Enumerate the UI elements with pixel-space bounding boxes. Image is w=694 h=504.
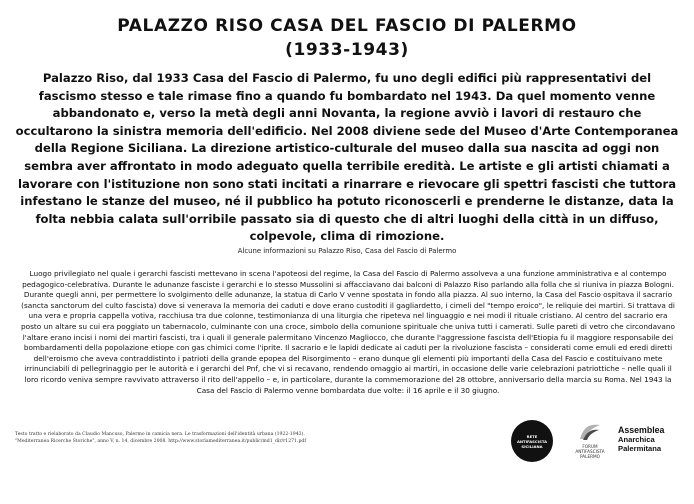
forum-logo-icon xyxy=(578,422,602,442)
rete-antifascista-logo xyxy=(511,420,553,462)
title-line-1: PALAZZO RISO CASA DEL FASCIO DI PALERMO xyxy=(117,16,577,36)
assemblea-line-1: Assemblea xyxy=(618,425,665,435)
source-footnote xyxy=(15,431,375,445)
logo-circle-line-1: RETE xyxy=(526,433,538,439)
footnote-line-1: Testo tratto e rielaborato da Claudio Mancuso, Palermo in camicia nera. Le trasformazioni dell'identità urbana (1922-1943). xyxy=(15,432,305,437)
document-title xyxy=(0,14,694,62)
assemblea-line-2: Anarchica xyxy=(618,435,655,444)
body-paragraph: Luogo privilegiato nel quale i gerarchi fascisti mettevano in scena l'apoteosi del regime, la Casa del Fascio di Palermo assolveva a una funzione amministrativa e al contempo pedagogico-celebrativa. Durante le adunanze fasciste i gerarchi e lo stesso Mussolini si affacciavano dai balconi di Palazzo Riso parlando alla folla che si riuniva in piazza Bologni. Durante quegli anni, per permettere lo svolgimento delle adunanze, la statua di Carlo V venne spostata in fondo alla piazza. Al suo interno, la Casa del Fascio ospitava il sacrario (sancta sanctorum del culto fascista) dove si venerava la memoria dei caduti e dove erano custoditi il gagliardetto, i cimeli del "tempo eroico", le reliquie dei martiri. Si trattava di una vera e propria cappella votiva, racchiusa tra due colonne, testimonianza di una liturgia che ripeteva nel linguaggio e nei modi il rituale cristiano. Al centro del sacrario era posto un altare su cui era poggiato un tabernacolo, culminante con una croce, simbolo della comunione spirituale che univa tutti i camerati. Sulle pareti di vetro che circondavano l'altare erano incisi i nomi dei martiri fascisti, tra i quali il generale palermitano Vincenzo Magliocco, che durante l'aggressione fascista dell'Etiopia fu il maggiore responsabile dei bombardamenti della popolazione etiope con gas chimici come l'iprite. Il sacrario e le lapidi dedicate ai caduti per la rivoluzione fascista – considerati come emuli ed eredi diretti dell'eroismo che aveva contraddistinto i patrioti della grande epopea del Risorgimento – erano dunque gli elementi più importanti della Casa del Fascio e costituivano mete irrinunciabili di pellegrinaggio per le autorità e i gerarchi del Pnf, che vi si recavano, rendendo omaggio ai martiri, in occasione delle varie celebrazioni patriottiche – nelle quali il loro ricordo veniva sempre ravvivato attraverso il rito dell'appello – e, in particolare, durante la commemorazione del 28 ottobre, anniversario della marcia su Roma. Nel 1943 la Casa del Fascio di Palermo venne bombardata due volte: il 16 aprile e il 30 giugno. xyxy=(21,269,675,395)
section-subheading: Alcune informazioni su Palazzo Riso, Casa del Fascio di Palermo xyxy=(237,247,457,255)
forum-antifascista-logo xyxy=(568,422,612,462)
footnote-line-2: "Mediterranea Ricerche Storiche", anno V, n. 14, dicembre 2008. http://www.storiamediterranea.it/public/md1_dir/r1271.pdf xyxy=(15,439,307,444)
assemblea-anarchica-logo xyxy=(618,425,688,454)
logo-mid-line-3: PALERMO xyxy=(580,454,600,460)
logo-circle-line-3: SICILIANA xyxy=(521,443,543,449)
title-line-2: (1933-1943) xyxy=(285,40,409,60)
logo-mid-line-1: FORUM xyxy=(582,444,598,449)
logo-circle-line-2: ANTIFASCISTA xyxy=(516,438,548,444)
assemblea-line-3: Palermitana xyxy=(618,444,662,454)
lead-paragraph: Palazzo Riso, dal 1933 Casa del Fascio di Palermo, fu uno degli edifici più rappresentativi del fascismo stesso e tale rimase fino a quando fu bombardato nel 1943. Da quel momento venne abbandonato e, verso la metà degli anni Novanta, la regione avviò i lavori di restauro che occultarono la sinistra memoria dell'edificio. Nel 2008 diviene sede del Museo d'Arte Contemporanea della Regione Siciliana. La direzione artistico-culturale del museo dalla sua nascita ad oggi non sembra aver affrontato in modo adeguato quella terribile eredità. Le artiste e gli artisti chiamati a lavorare con l'istituzione non sono stati incitati a rinarrare e rievocare gli spettri fascisti che tuttora infestano le stanze del museo, né il pubblico ha potuto riconoscerli e prenderne le distanze, data la folta nebbia calata sull'orribile passato sia di questo che di altri luoghi della città in un diffuso, colpevole, clima di rimozione. xyxy=(15,71,679,244)
logo-mid-line-2: ANTIFASCISTA xyxy=(575,449,605,455)
